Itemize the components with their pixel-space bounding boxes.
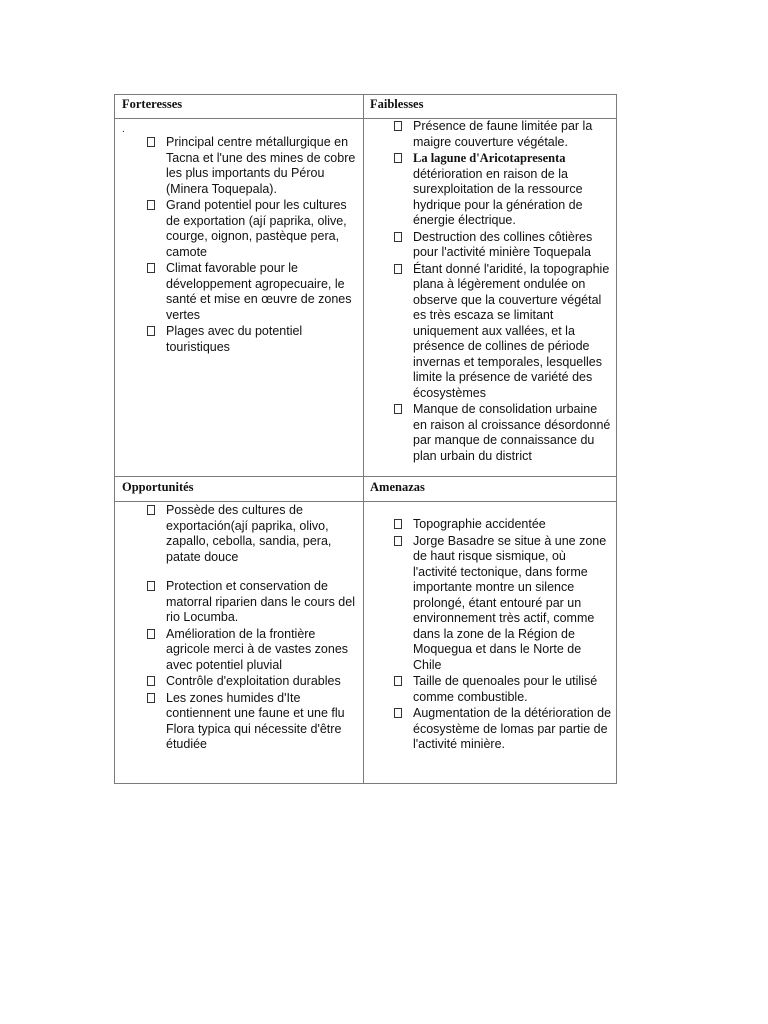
checkbox-glyph-icon <box>394 264 402 274</box>
list-item: Destruction des collines côtières pour l'activité minière Toquepala <box>393 230 613 261</box>
list-item: Augmentation de la détérioration de écosystème de lomas par partie de l'activité minière. <box>393 706 613 753</box>
checkbox-glyph-icon <box>147 693 155 703</box>
swot-table <box>114 94 617 784</box>
list-item: Étant donné l'aridité, la topographie plana à légèrement ondulée on observe que la couverture végétal es très escaza se limitant uniquement aux vallées, et la présence de collines de période invernas et temporales, lesquelles limite la présence de variété des écosystèmes <box>393 262 613 402</box>
checkbox-glyph-icon <box>147 629 155 639</box>
list-item: Topographie accidentée <box>393 517 613 533</box>
list-item: Climat favorable pour le développement agropecuaire, le santé et mise en œuvre de zones vertes <box>146 261 358 323</box>
list-item: Jorge Basadre se situe à une zone de haut risque sismique, où l'activité tectonique, dans forme importante montre un silence prolongé, étant entouré par un environnement très actif, comme dans la zone de la Région de Moquegua et dans le Norte de Chile <box>393 534 613 674</box>
list-item: Plages avec du potentiel touristiques <box>146 324 358 355</box>
header-amenazas: Amenazas <box>370 480 425 494</box>
list-item: Amélioration de la frontière agricole merci à de vastes zones avec potentiel pluvial <box>146 627 358 674</box>
checkbox-glyph-icon <box>394 121 402 131</box>
list-item: Grand potentiel pour les cultures de exportation (ají paprika, olive, courge, oignon, pastèque pera, camote <box>146 198 358 260</box>
amenazas-list <box>393 517 613 753</box>
checkbox-glyph-icon <box>147 505 155 515</box>
opportunites-list <box>146 503 358 753</box>
header-opportunites: Opportunités <box>122 480 194 494</box>
list-item: Possède des cultures de exportación(ají paprika, olivo, zapallo, cebolla, sandia, pera, patate douce <box>146 503 358 565</box>
checkbox-glyph-icon <box>147 137 155 147</box>
checkbox-glyph-icon <box>147 581 155 591</box>
row-divider-header-2 <box>115 501 616 502</box>
checkbox-glyph-icon <box>147 326 155 336</box>
list-item: Principal centre métallurgique en Tacna et l'une des mines de cobre les plus importants du Pérou (Minera Toquepala). <box>146 135 358 197</box>
list-item: Présence de faune limitée par la maigre couverture végétale. <box>393 119 613 150</box>
row-divider-middle <box>115 476 616 477</box>
forteresses-list <box>146 135 358 355</box>
checkbox-glyph-icon <box>394 536 402 546</box>
checkbox-glyph-icon <box>394 153 402 163</box>
checkbox-glyph-icon <box>394 519 402 529</box>
checkbox-glyph-icon <box>147 676 155 686</box>
checkbox-glyph-icon <box>394 708 402 718</box>
list-item: Les zones humides d'Ite contiennent une faune et une flu Flora typica qui nécessite d'être étudiée <box>146 691 358 753</box>
faiblesses-list <box>393 119 613 464</box>
list-item: Manque de consolidation urbaine en raison al croissance désordonné par manque de connaissance du plan urbain du district <box>393 402 613 464</box>
list-item: Taille de quenoales pour le utilisé comme combustible. <box>393 674 613 705</box>
column-divider <box>363 95 364 783</box>
list-item: Contrôle d'exploitation durables <box>146 674 358 690</box>
stray-dot: . <box>122 124 125 135</box>
header-faiblesses: Faiblesses <box>370 97 424 111</box>
header-forteresses: Forteresses <box>122 97 183 111</box>
list-item: La lagune d'Aricotapresenta détérioration en raison de la surexploitation de la ressource hydrique pour la génération de énergie électrique. <box>393 151 613 229</box>
checkbox-glyph-icon <box>147 263 155 273</box>
checkbox-glyph-icon <box>394 676 402 686</box>
checkbox-glyph-icon <box>147 200 155 210</box>
checkbox-glyph-icon <box>394 404 402 414</box>
list-item: Protection et conservation de matorral riparien dans le cours del rio Locumba. <box>146 579 358 626</box>
checkbox-glyph-icon <box>394 232 402 242</box>
